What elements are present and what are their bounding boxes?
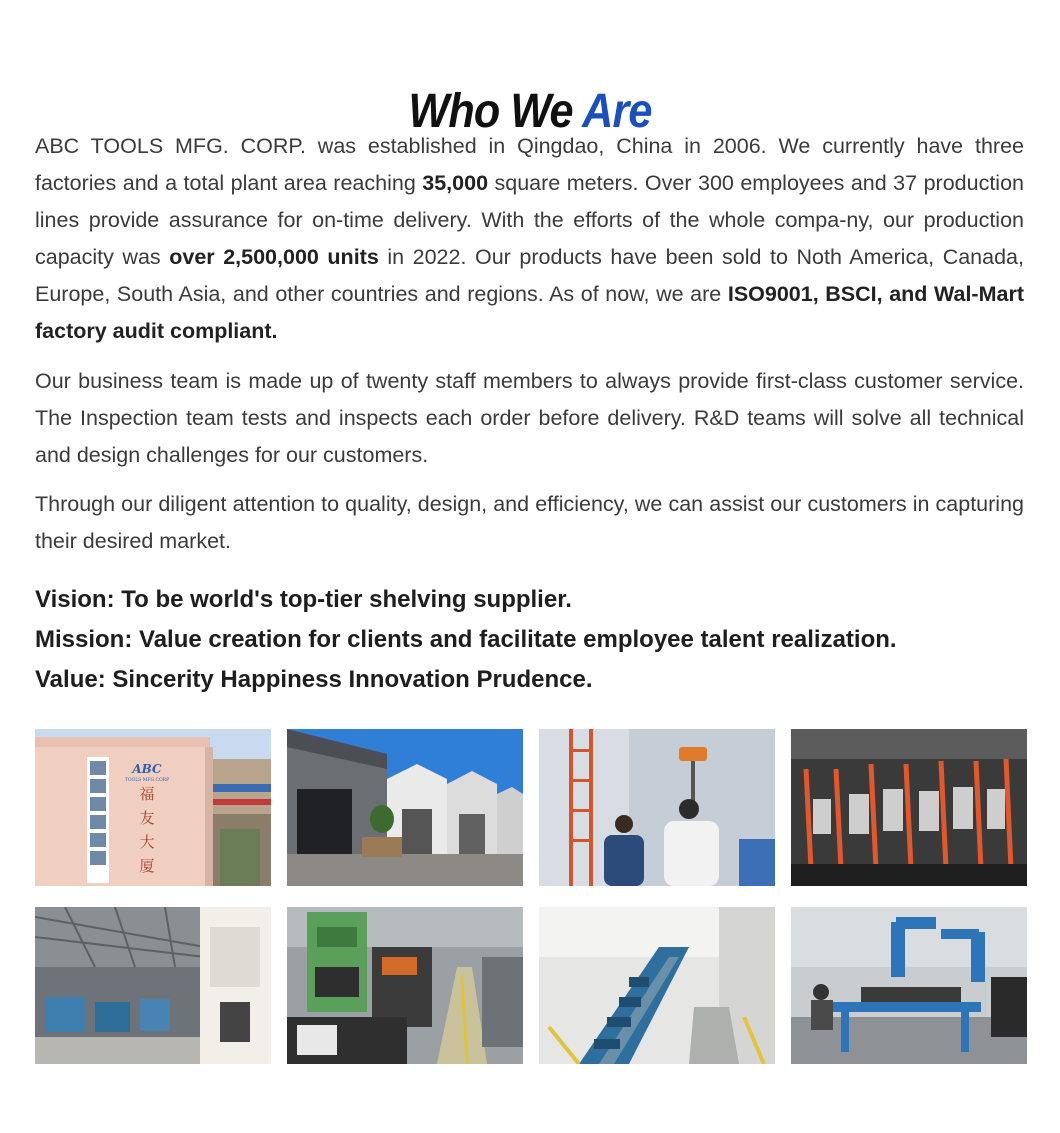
intro-text-1: ABC TOOLS MFG. CORP. was established in Qingdao, China in 2006. We currently have three factories and a total plant area reaching bbox=[35, 134, 1024, 195]
factory-photo-gallery bbox=[35, 729, 1027, 1064]
sign-logo-subtitle: TOOLS MFG CORP bbox=[124, 778, 170, 783]
capacity-highlight: over 2,500,000 units bbox=[169, 245, 379, 269]
certification-highlight: ISO9001, BSCI, and Wal-Mart factory audit compliant. bbox=[35, 282, 1024, 343]
vision-statement: Vision: To be world's top-tier shelving supplier. bbox=[35, 586, 572, 613]
title-accent: Are bbox=[582, 85, 652, 139]
title-main: Who We bbox=[408, 85, 583, 139]
roll-forming-line-photo bbox=[539, 907, 775, 1064]
sign-char-4: 厦 bbox=[139, 857, 155, 875]
sign-char-2: 友 bbox=[139, 809, 155, 827]
hand-trucks-photo bbox=[791, 729, 1027, 886]
inspection-workers-photo bbox=[539, 729, 775, 886]
sign-char-3: 大 bbox=[139, 833, 155, 851]
company-statements bbox=[35, 580, 1035, 700]
robotic-welding-photo bbox=[791, 907, 1027, 1064]
office-building-photo bbox=[35, 729, 271, 886]
intro-text-2: square meters. Over 300 employees and 37 production lines provide assurance for on-time delivery. With the efforts of the whole compa-ny, our production capacity was bbox=[35, 171, 1024, 269]
value-statement: Value: Sincerity Happiness Innovation Prudence. bbox=[35, 666, 593, 693]
quality-paragraph: Through our diligent attention to quality, design, and efficiency, we can assist our customers in capturing their desired market. bbox=[35, 492, 1024, 553]
sign-logo: ABC bbox=[132, 762, 162, 776]
factory-warehouses-photo bbox=[287, 729, 523, 886]
intro-paragraph bbox=[35, 128, 1024, 350]
workshop-hall-photo bbox=[35, 907, 271, 1064]
mission-statement: Mission: Value creation for clients and facilitate employee talent realization. bbox=[35, 626, 897, 653]
sign-char-1: 福 bbox=[139, 785, 155, 803]
intro-text-3: in 2022. Our products have been sold to Noth America, Canada, Europe, South Asia, and other countries and regions. As of now, we are bbox=[35, 245, 1024, 306]
punch-press-photo bbox=[287, 907, 523, 1064]
team-paragraph: Our business team is made up of twenty staff members to always provide first-class customer service. The Inspection team tests and inspects each order before delivery. R&D teams will solve all technical and design challenges for our customers. bbox=[35, 369, 1024, 467]
plant-area-highlight: 35,000 bbox=[422, 171, 489, 195]
